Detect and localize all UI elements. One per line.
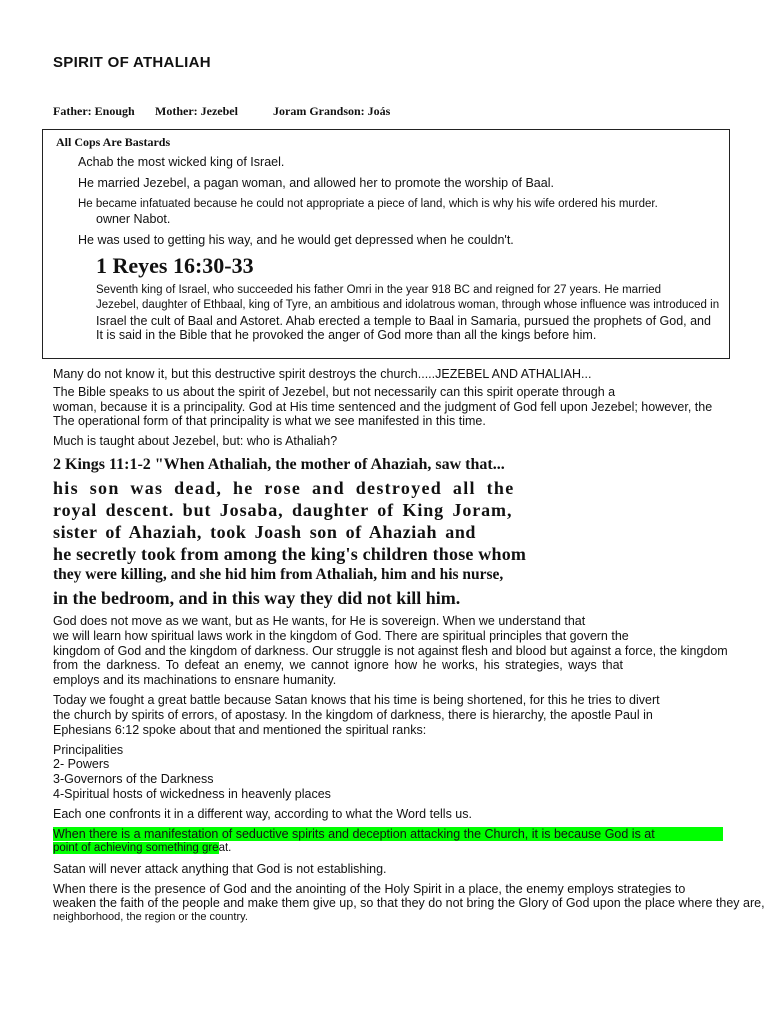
intro-line: Many do not know it, but this destructive spirit destroys the church.....JEZEBEL AND ATHALIAH...: [53, 367, 592, 381]
bullet-item: [74, 176, 554, 190]
bullet-continuation: owner Nabot.: [96, 212, 171, 226]
para2-line: Today we fought a great battle because Satan knows that his time is being shortened, for this he tries to divert: [53, 693, 660, 707]
bullet-item: [74, 233, 514, 247]
para1-line: God does not move as we want, but as He wants, for He is sovereign. When we understand that: [53, 614, 586, 628]
plain-fragment: at.: [218, 842, 232, 854]
highlighted-fragment: point of achieving something gre: [53, 842, 219, 854]
rank-item: 2- Powers: [53, 757, 110, 771]
page-title: SPIRIT OF ATHALIAH: [53, 54, 211, 71]
confronts-line: Each one confronts it in a different way, according to what the Word tells us.: [53, 807, 472, 821]
bullet-item: [74, 198, 658, 210]
kings-line: he secretly took from among the king's children those whom: [53, 544, 527, 564]
intro-line: The Bible speaks to us about the spirit of Jezebel, but not necessarily can this spirit operate through a: [53, 385, 616, 399]
bullet-text: Achab the most wicked king of Israel.: [78, 155, 285, 169]
rank-item: 3-Governors of the Darkness: [53, 772, 214, 786]
kings-line: they were killing, and she hid him from Athaliah, him and his nurse,: [53, 566, 504, 583]
para1-line: we will learn how spiritual laws work in the kingdom of God. There are spiritual principles that govern the: [53, 629, 629, 643]
bullet-text: He married Jezebel, a pagan woman, and allowed her to promote the worship of Baal.: [78, 176, 554, 190]
father-label: Father: Enough: [53, 104, 135, 118]
para1-line: from the darkness. To defeat an enemy, we cannot ignore how he works, his strategies, ways that: [53, 658, 624, 672]
intro-line: woman, because it is a principality. God at His time sentenced and the judgment of God fell upon Jezebel; however, the: [53, 400, 713, 414]
kings-line: in the bedroom, and in this way they did not kill him.: [53, 588, 461, 608]
satan-line: Satan will never attack anything that God is not establishing.: [53, 862, 387, 876]
intro-line: The operational form of that principality is what we see manifested in this time.: [53, 414, 486, 428]
kings-line: his son was dead, he rose and destroyed all the: [53, 478, 515, 498]
para2-line: Ephesians 6:12 spoke about that and mentioned the spiritual ranks:: [53, 723, 427, 737]
bullet-text: He was used to getting his way, and he would get depressed when he couldn't.: [78, 233, 514, 247]
verse-line: Jezebel, daughter of Ethbaal, king of Tyre, an ambitious and idolatrous woman, through whose influence was introduced in: [96, 299, 720, 311]
final-line: neighborhood, the region or the country.: [53, 911, 248, 923]
rank-item: 4-Spiritual hosts of wickedness in heavenly places: [53, 787, 331, 801]
highlighted-line: When there is a manifestation of seductive spirits and deception attacking the Church, it is because God is at: [53, 827, 723, 841]
bullet-text: He became infatuated because he could not appropriate a piece of land, which is why his wife ordered his murder.: [78, 198, 658, 210]
verse-reference: 1 Reyes 16:30-33: [96, 253, 254, 278]
final-line: weaken the faith of the people and make them give up, so that they do not bring the Glory of God upon the place where they are,: [53, 896, 765, 910]
para2-line: the church by spirits of errors, of apostasy. In the kingdom of darkness, there is hierarchy, the apostle Paul in: [53, 708, 653, 722]
intro-line: Much is taught about Jezebel, but: who is Athaliah?: [53, 434, 338, 448]
kings-line: 2 Kings 11:1-2 "When Athaliah, the mother of Ahaziah, saw that...: [53, 456, 505, 473]
highlighted-line-2: [53, 842, 231, 854]
bullet-item: [74, 155, 284, 169]
kings-line: sister of Ahaziah, took Joash son of Ahaziah and: [53, 522, 477, 542]
final-line: When there is the presence of God and the anointing of the Holy Spirit in a place, the enemy employs strategies to: [53, 882, 686, 896]
para1-line: kingdom of God and the kingdom of darkness. Our struggle is not against flesh and blood but against a force, the kingdom: [53, 644, 728, 658]
mother-label: Mother: Jezebel: [155, 104, 238, 118]
kings-line: royal descent. but Josaba, daughter of King Joram,: [53, 500, 513, 520]
para1-line: employs and its machinations to ensnare humanity.: [53, 673, 337, 687]
grandson-label: Joram Grandson: Joás: [273, 104, 391, 118]
verse-line: Israel the cult of Baal and Astoret. Ahab erected a temple to Baal in Samaria, pursued the prophets of God, and: [96, 314, 711, 328]
verse-line: Seventh king of Israel, who succeeded his father Omri in the year 918 BC and reigned for 27 years. He married: [96, 284, 662, 296]
rank-item: Principalities: [53, 743, 124, 757]
verse-line: It is said in the Bible that he provoked the anger of God more than all the kings before him.: [96, 328, 597, 342]
box-heading: All Cops Are Bastards: [56, 135, 171, 149]
